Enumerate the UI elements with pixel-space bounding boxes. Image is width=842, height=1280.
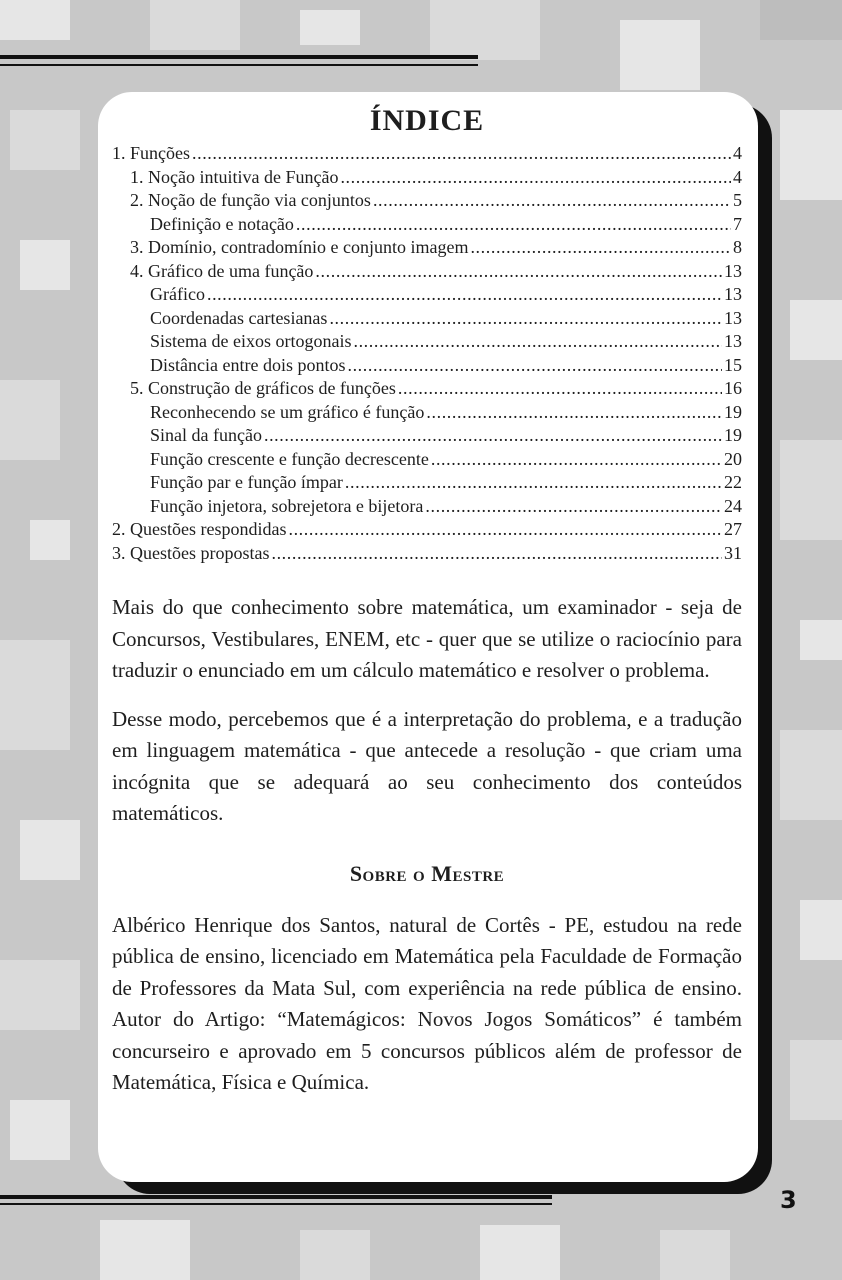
toc-entry[interactable] <box>112 236 742 260</box>
toc-leader <box>340 166 731 190</box>
top-rule-thin <box>0 64 478 66</box>
background-tile <box>0 960 80 1030</box>
toc-entry[interactable] <box>112 330 742 354</box>
content-card <box>98 92 758 1182</box>
toc-entry[interactable] <box>112 377 742 401</box>
toc-leader <box>288 518 722 542</box>
background-tile <box>800 620 842 660</box>
background-tile <box>480 1225 560 1280</box>
toc-entry[interactable] <box>112 166 742 190</box>
toc-entry-label: Sinal da função <box>150 425 262 445</box>
toc-entry[interactable] <box>112 471 742 495</box>
background-tile <box>780 440 842 540</box>
toc-entry-page: 13 <box>724 331 742 351</box>
toc-entry-label: Função injetora, sobrejetora e bijetora <box>150 495 424 516</box>
toc-leader <box>431 448 722 472</box>
background-tile <box>20 240 70 290</box>
background-tile <box>100 1220 190 1280</box>
toc-entry[interactable] <box>112 518 742 542</box>
background-tile <box>660 1230 730 1280</box>
background-tile <box>0 380 60 460</box>
toc-entry[interactable] <box>112 189 742 213</box>
toc-entry-page: 5 <box>733 190 742 210</box>
toc-entry-label: Reconhecendo se um gráfico é função <box>150 401 425 422</box>
background-tile <box>20 820 80 880</box>
background-tile <box>10 1100 70 1160</box>
toc-entry-label: 2. Questões respondidas <box>112 519 287 539</box>
toc-entry-label: Definição e notação <box>150 213 294 234</box>
toc-entry[interactable] <box>112 142 742 166</box>
toc-entry-label: Sistema de eixos ortogonais <box>150 331 352 351</box>
toc-entry-label: Gráfico <box>150 284 205 304</box>
background-tile <box>760 0 842 40</box>
toc-leader <box>398 377 722 401</box>
toc-leader <box>192 142 731 166</box>
toc-leader <box>426 401 722 425</box>
toc-entry[interactable] <box>112 260 742 284</box>
toc-entry-page: 13 <box>724 260 742 281</box>
toc-entry-page: 27 <box>724 519 742 539</box>
background-tile <box>790 1040 842 1120</box>
toc-entry-label: 3. Questões propostas <box>112 542 270 563</box>
toc-entry[interactable] <box>112 401 742 425</box>
background-tile <box>0 640 70 750</box>
toc-entry-page: 31 <box>724 542 742 563</box>
toc-entry-page: 8 <box>733 237 742 257</box>
toc-entry-label: Função crescente e função decrescente <box>150 448 429 469</box>
background-tile <box>790 300 842 360</box>
toc-leader <box>373 189 731 213</box>
toc-entry-label: 1. Funções <box>112 143 190 163</box>
toc-entry[interactable] <box>112 448 742 472</box>
background-tile <box>30 520 70 560</box>
intro-paragraph-1: Mais do que conhecimento sobre matemática, um examinador - seja de Concursos, Vestibulares, ENEM, etc - quer que se utilize o raciocínio para traduzir o enunciado em um cálculo matemático e resolver o problema. <box>112 595 742 682</box>
toc-leader <box>425 495 722 519</box>
toc-title: ÍNDICE <box>369 104 485 137</box>
toc-entry[interactable] <box>112 283 742 307</box>
background-tile <box>780 730 842 820</box>
toc-leader <box>271 542 722 566</box>
background-tile <box>150 0 240 50</box>
toc-entry[interactable] <box>112 213 742 237</box>
background-tile <box>0 0 70 40</box>
toc-entry-page: 16 <box>724 378 742 398</box>
toc-entry-label: 4. Gráfico de uma função <box>130 260 314 281</box>
toc-entry[interactable] <box>112 495 742 519</box>
toc-leader <box>470 236 731 260</box>
toc-entry-page: 15 <box>724 354 742 375</box>
toc-entry[interactable] <box>112 542 742 566</box>
toc-leader <box>329 307 722 331</box>
toc-leader <box>353 330 722 354</box>
top-rule <box>0 55 478 59</box>
toc-leader <box>296 213 731 237</box>
toc-entry-page: 4 <box>733 143 742 163</box>
toc-leader <box>345 471 722 495</box>
background-tile <box>430 0 540 60</box>
toc-entry[interactable] <box>112 307 742 331</box>
about-paragraph: Albérico Henrique dos Santos, natural de Cortês - PE, estudou na rede pública de ensino, licenciado em Matemática pela Faculdade de Formação de Professores da Mata Sul, com experiência na rede pública de ensino. Autor do Artigo: “Matemágicos: Novos Jogos Somáticos” é também concurseiro e aprovado em 5 concursos públicos além de professor de Matemática, Física e Química. <box>112 912 742 1094</box>
toc-entry[interactable] <box>112 424 742 448</box>
about-heading: Sobre o Mestre <box>349 860 505 886</box>
intro-paragraph-2: Desse modo, percebemos que é a interpretação do problema, e a tradução em linguagem matemática - que antecede a resolução - que criam uma incógnita que se adequará ao seu conhecimento dos conteúdos matemáticos. <box>112 706 742 825</box>
bottom-rule <box>0 1195 552 1199</box>
background-tile <box>300 10 360 45</box>
toc-entry-label: 2. Noção de função via conjuntos <box>130 190 371 210</box>
toc-leader <box>264 424 722 448</box>
toc-entry-page: 20 <box>724 448 742 469</box>
toc-leader <box>347 354 722 378</box>
toc-entry[interactable] <box>112 354 742 378</box>
toc-entry-label: Função par e função ímpar <box>150 472 343 492</box>
toc-entry-label: 5. Construção de gráficos de funções <box>130 378 396 398</box>
toc-entry-label: 1. Noção intuitiva de Função <box>130 166 339 187</box>
background-tile <box>10 110 80 170</box>
toc-entry-page: 7 <box>733 213 742 234</box>
background-tile <box>620 20 700 90</box>
toc-entry-page: 19 <box>724 401 742 422</box>
table-of-contents <box>112 142 742 565</box>
toc-entry-page: 24 <box>724 495 742 516</box>
background-tile <box>300 1230 370 1280</box>
toc-entry-label: 3. Domínio, contradomínio e conjunto imagem <box>130 237 469 257</box>
toc-entry-page: 19 <box>724 425 742 445</box>
toc-entry-label: Coordenadas cartesianas <box>150 307 328 328</box>
page-number: 3 <box>780 1186 797 1214</box>
toc-entry-page: 22 <box>724 472 742 492</box>
toc-leader <box>207 283 722 307</box>
bottom-rule-thin <box>0 1203 552 1205</box>
toc-entry-label: Distância entre dois pontos <box>150 354 346 375</box>
background-tile <box>800 900 842 960</box>
toc-entry-page: 13 <box>724 307 742 328</box>
toc-entry-page: 13 <box>724 284 742 304</box>
toc-entry-page: 4 <box>733 166 742 187</box>
background-tile <box>780 110 842 200</box>
toc-leader <box>315 260 722 284</box>
